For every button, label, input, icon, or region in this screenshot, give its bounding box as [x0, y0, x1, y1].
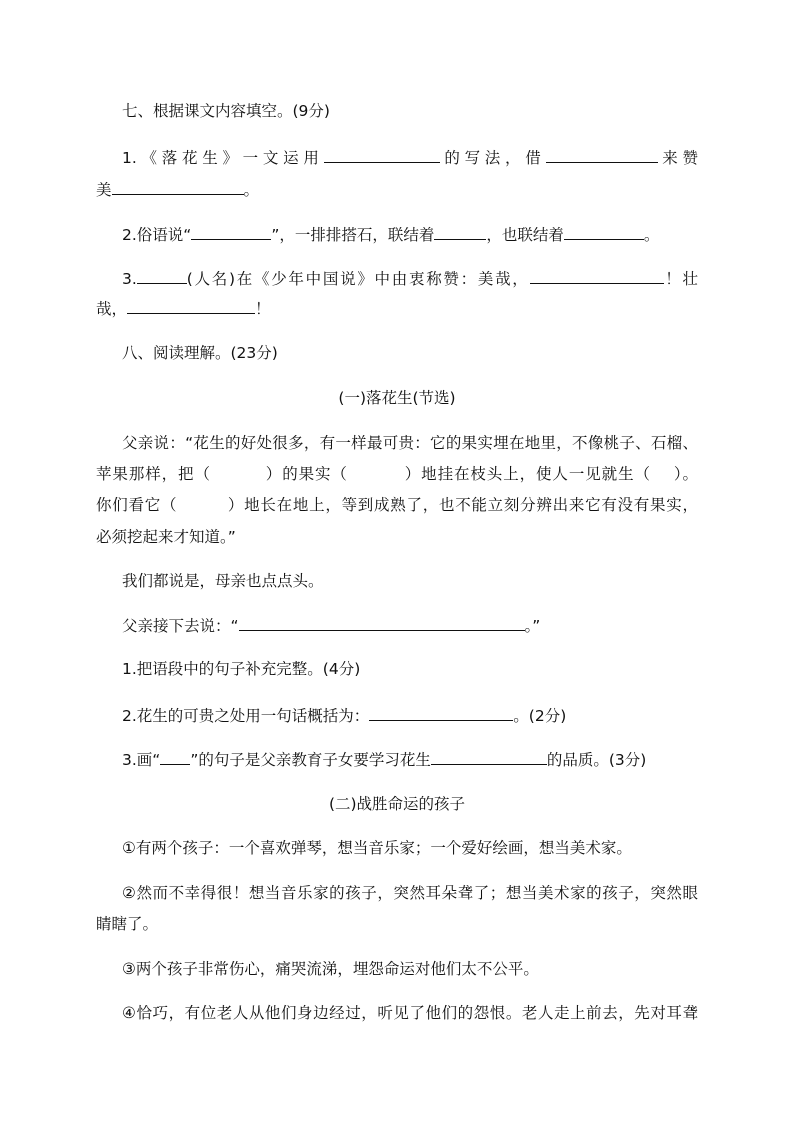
s7-q1-text-d: 美: [96, 181, 112, 199]
s7-q3-text-e: ！: [255, 300, 271, 318]
q2-blank[interactable]: [369, 705, 513, 721]
s7-q2-text-d: 。: [643, 226, 660, 244]
passage1-p1-line4: 必须挖起来才知道。”: [96, 528, 236, 546]
s7-q3-blank-3[interactable]: [127, 298, 255, 314]
p1-l2-c: ）地挂在枝头上，使人一见就生（: [403, 465, 651, 483]
p1-l2-a: 苹果那样，把（: [96, 465, 211, 483]
s7-q1-text-e: 。: [243, 181, 260, 199]
q3-c: 的品质。(3分): [546, 751, 647, 769]
p3-a: 父亲接下去说：“: [122, 617, 239, 635]
s7-q2-blank-3[interactable]: [564, 224, 644, 240]
passage1-title: (一)落花生(节选): [338, 389, 456, 407]
q3-a: 3.画“: [122, 751, 161, 769]
s7-q1-text-a: 1.《落花生》一文运用: [122, 149, 324, 167]
s7-q2-text-a: 2.俗语说“: [122, 226, 192, 244]
passage1-p1-line1: 父亲说：“花生的好处很多，有一样最可贵：它的果实埋在地里，不像桃子、石榴、: [122, 434, 698, 452]
passage2-p3: ③两个孩子非常伤心，痛哭流涕，埋怨命运对他们太不公平。: [122, 960, 539, 978]
p1-l3-a: 你们看它（: [96, 496, 178, 514]
passage1-p3: [122, 615, 540, 636]
s7-q2-blank-1[interactable]: [191, 224, 271, 240]
passage1-p2: 我们都说是，母亲也点点头。: [122, 572, 324, 590]
s7-q2-blank-2[interactable]: [434, 224, 486, 240]
q3-blank-2[interactable]: [431, 749, 547, 765]
q2-b: 。(2分): [513, 707, 567, 725]
p1-l2-d: ）。: [672, 465, 698, 483]
s7-q3-blank-2[interactable]: [530, 268, 664, 284]
s7-q1-blank-3[interactable]: [112, 179, 244, 195]
passage2-p2-line2: 睛瞎了。: [96, 915, 159, 933]
p1-l2-b: ）的果实（: [264, 465, 348, 483]
s7-q3-text-b: (人名)在《少年中国说》中由衷称赞：美哉，: [186, 270, 530, 288]
passage1-q3: [122, 749, 646, 770]
passage1-q1: 1.把语段中的句子补充完整。(4分): [122, 660, 361, 678]
passage2-p2-line1: ②然而不幸得很！想当音乐家的孩子，突然耳朵聋了；想当美术家的孩子，突然眼: [122, 884, 698, 902]
s7-q2-line: [122, 224, 659, 245]
s7-q3-line2: [96, 298, 271, 319]
s7-q3-text-d: 哉，: [96, 300, 128, 318]
s7-q3-line1: [122, 268, 698, 289]
section7-heading: 七、根据课文内容填空。(9分): [122, 102, 330, 120]
s7-q1-line2: [96, 179, 259, 200]
passage1-p1-line2: [96, 464, 698, 484]
p3-blank[interactable]: [239, 615, 525, 631]
p3-b: 。”: [524, 617, 541, 635]
s7-q1-blank-1[interactable]: [324, 147, 440, 163]
passage1-p1-line3: [96, 495, 698, 515]
passage2-p1: ①有两个孩子：一个喜欢弹琴，想当音乐家；一个爱好绘画，想当美术家。: [122, 839, 632, 857]
passage1-q2: [122, 705, 566, 726]
p1-l3-b: ）地长在地上，等到成熟了，也不能立刻分辨出来它有没有果实，: [227, 496, 698, 514]
passage2-title: (二)战胜命运的孩子: [328, 795, 466, 813]
q3-blank-1[interactable]: [160, 749, 190, 765]
section8-heading: 八、阅读理解。(23分): [122, 344, 278, 362]
s7-q1-blank-2[interactable]: [546, 147, 658, 163]
s7-q3-text-c: ！壮: [663, 270, 698, 288]
s7-q1-text-c: 来赞: [657, 149, 698, 167]
s7-q1-text-b: 的写法，借: [439, 149, 546, 167]
q2-a: 2.花生的可贵之处用一句话概括为：: [122, 707, 370, 725]
s7-q2-text-c: ，也联结着: [486, 226, 564, 244]
s7-q3-blank-1[interactable]: [137, 268, 187, 284]
s7-q2-text-b: ”，一排排搭石，联结着: [271, 226, 435, 244]
q3-b: ”的句子是父亲教育子女要学习花生: [190, 751, 431, 769]
s7-q1-line1: [122, 147, 698, 168]
s7-q3-text-a: 3.: [122, 270, 137, 288]
passage2-p4-line1: ④恰巧，有位老人从他们身边经过，听见了他们的怨恨。老人走上前去，先对耳聋: [122, 1004, 698, 1022]
